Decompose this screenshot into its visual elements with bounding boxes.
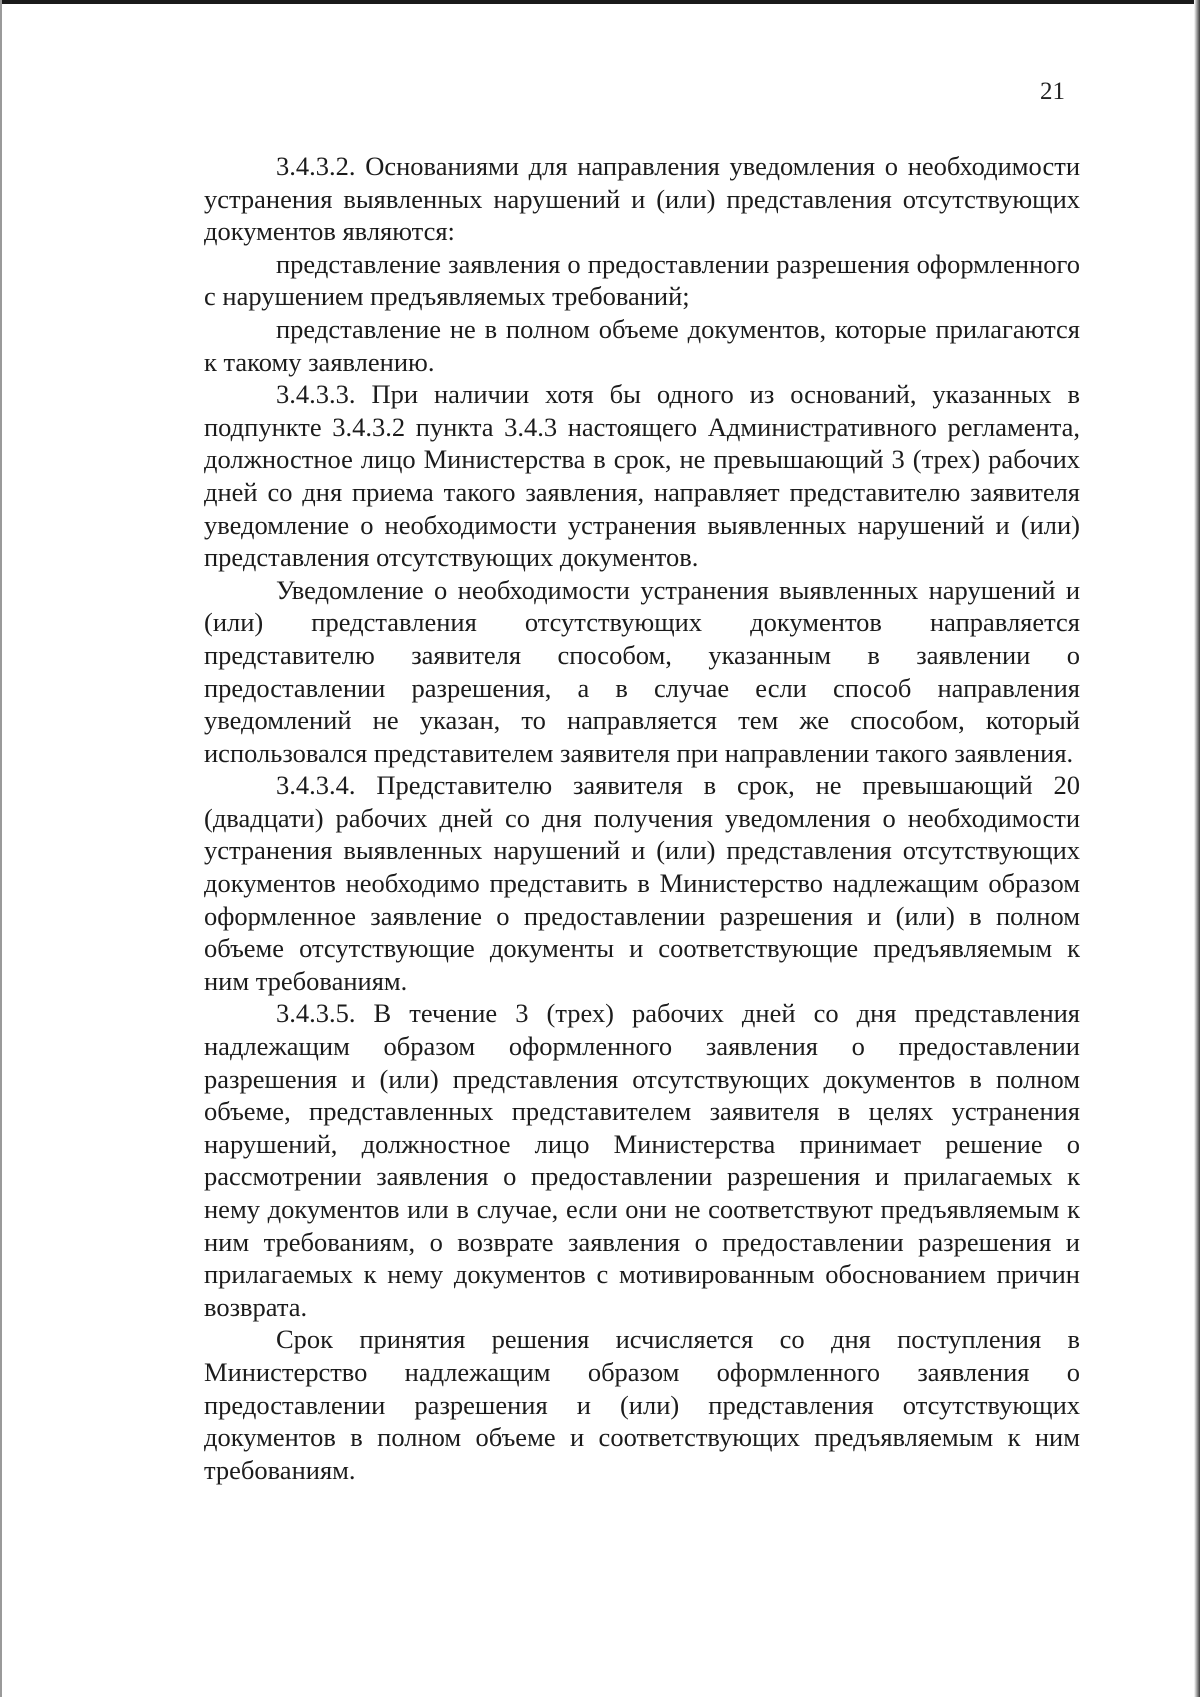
paragraph-3-4-3-3: 3.4.3.3. При наличии хотя бы одного из оснований, указанных в подпункте 3.4.3.2 пункта 3.4.3 настоящего Административного регламента, должностное лицо Министерства в срок, не превышающий 3 (трех) рабочих дней со дня приема такого заявления, направляет представителю заявителя уведомление о необходимости устранения выявленных нарушений и (или) представления отсутствующих документов. — [204, 379, 1080, 573]
scan-edge-right — [1194, 0, 1200, 1697]
paragraph-notification: Уведомление о необходимости устранения выявленных нарушений и (или) представления отсутствующих документов направляется представителю заявителя способом, указанным в заявлении о предоставлении разрешения, а в случае если способ направления уведомлений не указан, то направляется тем же способом, который использовался представителем заявителя при направлении такого заявления. — [204, 574, 1080, 768]
paragraph-list-item-2: представление не в полном объеме документов, которые прилагаются к такому заявлению. — [204, 313, 1080, 377]
paragraph-list-item-1: представление заявления о предоставлении разрешения оформленного с нарушением предъявляемых требований; — [204, 248, 1080, 312]
paragraph-3-4-3-4: 3.4.3.4. Представителю заявителя в срок, не превышающий 20 (двадцати) рабочих дней со дня получения уведомления о необходимости устранения выявленных нарушений и (или) представления отсутствующих документов необходимо представить в Министерство надлежащим образом оформленное заявление о предоставлении разрешения и (или) в полном объеме отсутствующие документы и соответствующие предъявляемым к ним требованиям. — [204, 770, 1080, 996]
paragraph-3-4-3-2: 3.4.3.2. Основаниями для направления уведомления о необходимости устранения выявленных нарушений и (или) представления отсутствующих документов являются: — [204, 151, 1080, 247]
scan-edge-top — [0, 0, 1200, 4]
page-number: 21 — [1040, 78, 1065, 105]
document-body — [204, 150, 1080, 1486]
scan-edge-left — [0, 0, 2, 1697]
paragraph-3-4-3-5: 3.4.3.5. В течение 3 (трех) рабочих дней со дня представления надлежащим образом оформленного заявления о предоставлении разрешения и (или) представления отсутствующих документов в полном объеме, представленных представителем заявителя в целях устранения нарушений, должностное лицо Министерства принимает решение о рассмотрении заявления о предоставлении разрешения и прилагаемых к нему документов или в случае, если они не соответствуют предъявляемым к ним требованиям, о возврате заявления о предоставлении разрешения и прилагаемых к нему документов с мотивированным обоснованием причин возврата. — [204, 998, 1080, 1322]
paragraph-decision-term: Срок принятия решения исчисляется со дня поступления в Министерство надлежащим образом оформленного заявления о предоставлении разрешения и (или) представления отсутствующих документов в полном объеме и соответствующих предъявляемым к ним требованиям. — [204, 1324, 1080, 1485]
